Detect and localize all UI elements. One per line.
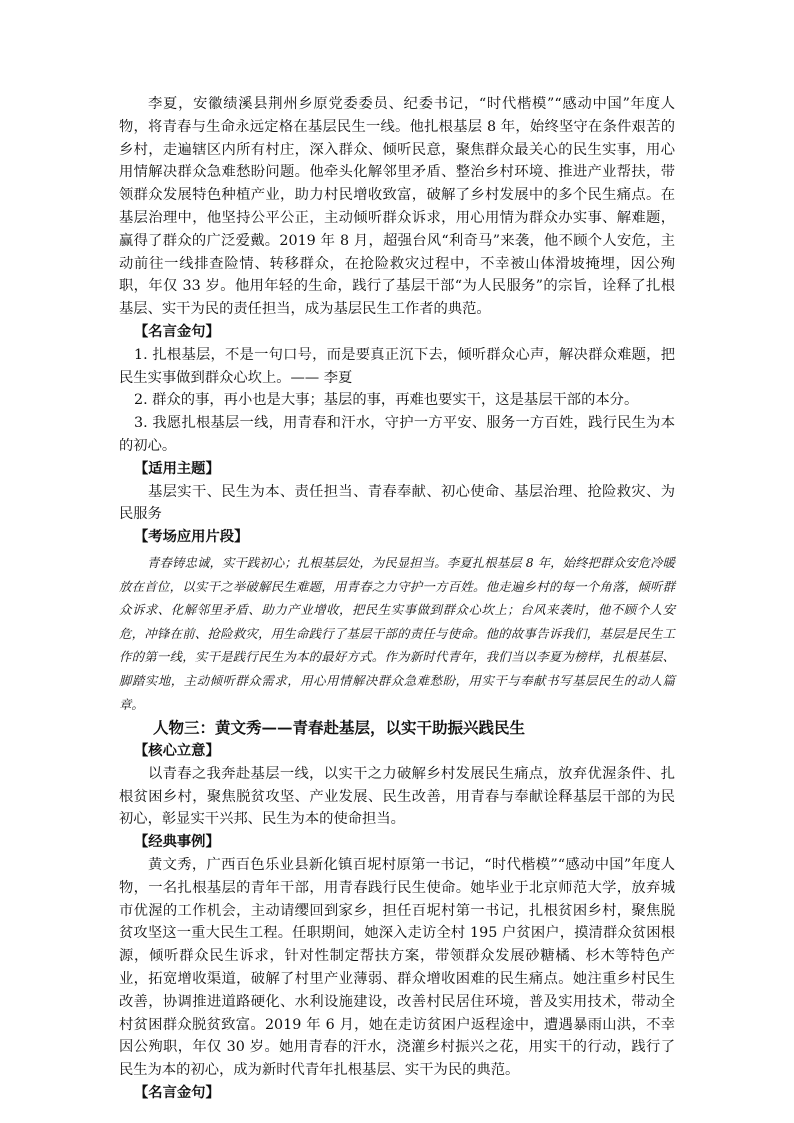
apply-label: 【考场应用片段】 <box>134 529 249 546</box>
quotes-label-2: 【名言金句】 <box>134 1085 220 1102</box>
li-xia-story: 李夏，安徽绩溪县荆州乡原党委委员、纪委书记，“时代楷模”“感动中国”年度人物，将青春与生命永远定格在基层民生一线。他扎根基层 8 年，始终坚守在条件艰苦的乡村，走遍辖区内所有村庄，深入群众、倾听民意，聚焦群众最关心的民生实事，用心用情解决群众急难愁盼问题。他牵头化解邻里矛盾、整治乡村环境、推进产业帮扶，带领群众发展特色种植产业，助力村民增收致富，破解了乡村发展中的多个民生痛点。在基层治理中，他坚持公平公正，主动倾听群众诉求，用心用情为群众办实事、解难题，赢得了群众的广泛爱戴。2019 年 8 月，超强台风“利奇马”来袭，他不顾个人安危，主动前往一线排查险情、转移群众，在抢险救灾过程中，不幸被山体滑坡掩埋，因公殉职，年仅 33 岁。他用年轻的生命，践行了基层干部“为人民服务”的宗旨，诠释了扎根基层、实干为民的责任担当，成为基层民生工作者的典范。 <box>119 96 675 318</box>
huang-wenxiu-story: 黄文秀，广西百色乐业县新化镇百坭村原第一书记，“时代楷模”“感动中国”年度人物，一名扎根基层的青年干部，用青春践行民生使命。她毕业于北京师范大学，放弃城市优渥的工作机会，主动请缨回到家乡，担任百坭村第一书记，扎根贫困乡村，聚焦脱贫攻坚这一重大民生工程。任职期间，她深入走访全村 195 户贫困户，摸清群众贫困根源，倾听群众民生诉求，针对性制定帮扶方案，带领群众发展砂糖橘、杉木等特色产业，拓宽增收渠道，破解了村里产业薄弱、群众增收困难的民生痛点。她注重乡村民生改善，协调推进道路硬化、水利设施建设，改善村民居住环境，普及实用技术，带动全村贫困群众脱贫致富。2019 年 6 月，她在走访贫困户返程途中，遭遇暴雨山洪，不幸因公殉职，年仅 30 岁。她用青春的汗水，浇灌乡村振兴之花，用实干的行动，践行了民生为本的初心，成为新时代青年扎根基层、实干为民的典范。 <box>119 857 675 1079</box>
apply-paragraph: 青春铸忠诚，实干践初心；扎根基层处，为民显担当。李夏扎根基层 8 年，始终把群众安危冷暖放在首位，以实干之举破解民生难题，用青春之力守护一方百姓。他走遍乡村的每一个角落，倾听群众诉求、化解邻里矛盾、助力产业增收，把民生实事做到群众心坎上；台风来袭时，他不顾个人安危，冲锋在前、抢险救灾，用生命践行了基层干部的责任与使命。他的故事告诉我们，基层是民生工作的第一线，实干是践行民生为本的最好方式。作为新时代青年，我们当以李夏为榜样，扎根基层、脚踏实地，主动倾听群众需求，用心用情解决群众急难愁盼，用实干与奉献书写基层民生的动人篇章。 <box>119 554 675 712</box>
quotes-label: 【名言金句】 <box>134 323 220 340</box>
section-heading: 人物三：黄文秀——青春赴基层，以实干助振兴践民生 <box>153 718 526 738</box>
core-text: 以青春之我奔赴基层一线，以实干之力破解乡村发展民生痛点，放弃优渥条件、扎根贫困乡村，聚焦脱贫攻坚、产业发展、民生改善，用青春与奉献诠释基层干部的为民初心，彰显实干兴邦、民生为本的使命担当。 <box>119 765 675 828</box>
quote-item: 1. 扎根基层，不是一句口号，而是要真正沉下去，倾听群众心声，解决群众难题，把民生实事做到群众心坎上。—— 李夏 <box>119 346 675 386</box>
topics-label: 【适用主题】 <box>134 460 220 477</box>
case-label: 【经典事例】 <box>134 834 220 851</box>
quote-item: 3. 我愿扎根基层一线，用青春和汗水，守护一方平安、服务一方百姓，践行民生为本的初心。 <box>119 415 675 454</box>
quote-item: 2. 群众的事，再小也是大事；基层的事，再难也要实干，这是基层干部的本分。 <box>134 392 639 409</box>
core-label: 【核心立意】 <box>134 743 220 760</box>
document-page <box>119 93 675 1105</box>
topics-text: 基层实干、民生为本、责任担当、青春奉献、初心使命、基层治理、抢险救灾、为民服务 <box>119 483 675 523</box>
